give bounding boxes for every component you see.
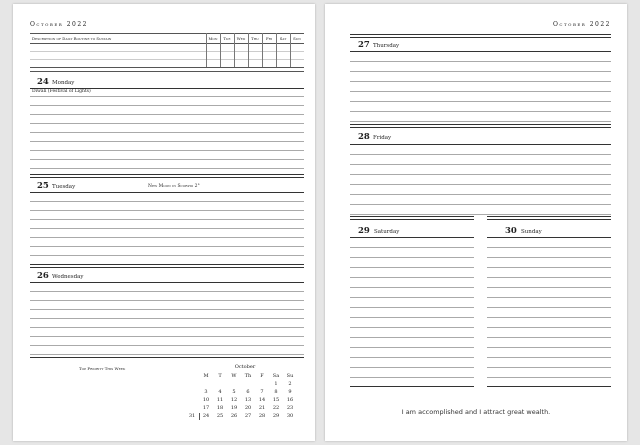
routine-day-thu: Thu — [251, 36, 259, 41]
left-page — [13, 4, 315, 441]
holiday-note: Diwali (Festival of Lights) — [32, 89, 91, 94]
mini-calendar-date: 1 — [274, 381, 278, 387]
day-section-monday — [30, 73, 304, 176]
mini-calendar-date: 6 — [246, 389, 250, 395]
day-name: Thursday — [373, 43, 400, 49]
mini-calendar-weekday: M — [203, 373, 209, 379]
mini-calendar-title: October — [234, 364, 256, 370]
mini-calendar-date: 12 — [230, 397, 238, 403]
routine-day-sun: Sun — [293, 36, 301, 41]
mini-calendar-date: 27 — [244, 413, 252, 419]
mini-calendar-date: 20 — [244, 405, 252, 411]
mini-calendar-date: 23 — [286, 405, 294, 411]
mini-calendar-overflow-date: 31 — [188, 413, 196, 419]
mini-calendar-date: 26 — [230, 413, 238, 419]
mini-calendar-date: 30 — [286, 413, 294, 419]
mini-calendar-weekday: W — [231, 373, 237, 379]
mini-calendar-date: 3 — [204, 389, 208, 395]
mini-calendar-weekday: Th — [244, 373, 252, 379]
day-number: 24 — [37, 77, 49, 87]
day-number: 26 — [37, 271, 49, 281]
mini-calendar-date: 11 — [216, 397, 224, 403]
mini-calendar-date: 21 — [258, 405, 266, 411]
routine-title: Description of Daily Routine to Sustain — [32, 36, 112, 41]
mini-calendar-date: 4 — [218, 389, 222, 395]
day-number: 28 — [358, 132, 370, 142]
mini-calendar-weekday: Sa — [272, 373, 280, 379]
mini-calendar-date: 7 — [260, 389, 264, 395]
day-section-saturday — [350, 216, 474, 396]
day-name: Tuesday — [52, 184, 76, 190]
day-number: 30 — [505, 226, 517, 236]
right-page — [325, 4, 627, 441]
day-number: 27 — [358, 40, 370, 50]
day-name: Friday — [373, 135, 392, 141]
mini-calendar-date: 28 — [258, 413, 266, 419]
mini-calendar-date: 25 — [216, 413, 224, 419]
page-header: October 2022 — [30, 21, 88, 28]
day-name: Monday — [52, 80, 75, 86]
day-section-tuesday — [30, 174, 304, 269]
mini-calendar-date: 22 — [272, 405, 280, 411]
daily-routine-table — [30, 33, 304, 73]
mini-calendar-date: 14 — [258, 397, 266, 403]
day-number: 25 — [37, 181, 49, 191]
routine-day-wed: Wed — [236, 36, 246, 41]
day-section-friday — [350, 124, 611, 220]
day-name: Sunday — [521, 229, 542, 235]
day-number: 29 — [358, 226, 370, 236]
top-priority-label: Top Priority This Week — [79, 366, 126, 371]
day-section-sunday — [487, 216, 611, 396]
moon-phase-note: New Moon in Scorpio 2° — [148, 184, 200, 189]
mini-calendar-date: 10 — [202, 397, 210, 403]
day-name: Saturday — [374, 229, 400, 235]
mini-calendar-date: 5 — [232, 389, 236, 395]
mini-calendar-date: 17 — [202, 405, 210, 411]
mini-calendar-date: 19 — [230, 405, 238, 411]
mini-calendar-date: 24 — [202, 413, 210, 419]
day-name: Wednesday — [52, 274, 84, 280]
routine-day-tue: Tue — [223, 36, 231, 41]
day-section-thursday — [350, 34, 611, 130]
mini-calendar-divider — [199, 413, 200, 420]
mini-calendar-date: 13 — [244, 397, 252, 403]
routine-day-fri: Fri — [265, 36, 273, 41]
mini-calendar-date: 2 — [288, 381, 292, 387]
mini-calendar-weekday: T — [218, 373, 222, 379]
mini-calendar-date: 9 — [288, 389, 292, 395]
page-header: October 2022 — [553, 21, 611, 28]
mini-calendar-date: 29 — [272, 413, 280, 419]
routine-day-mon: Mon — [208, 36, 218, 41]
mini-calendar-date: 8 — [274, 389, 278, 395]
day-section-wednesday — [30, 264, 304, 360]
mini-calendar-date: 16 — [286, 397, 294, 403]
mini-calendar-date: 18 — [216, 405, 224, 411]
mini-calendar-weekday: Su — [286, 373, 294, 379]
mini-calendar-weekday: F — [260, 373, 264, 379]
mini-calendar-date: 15 — [272, 397, 280, 403]
affirmation-text: I am accomplished and I attract great wealth. — [401, 408, 551, 416]
routine-day-sat: Sat — [279, 36, 287, 41]
